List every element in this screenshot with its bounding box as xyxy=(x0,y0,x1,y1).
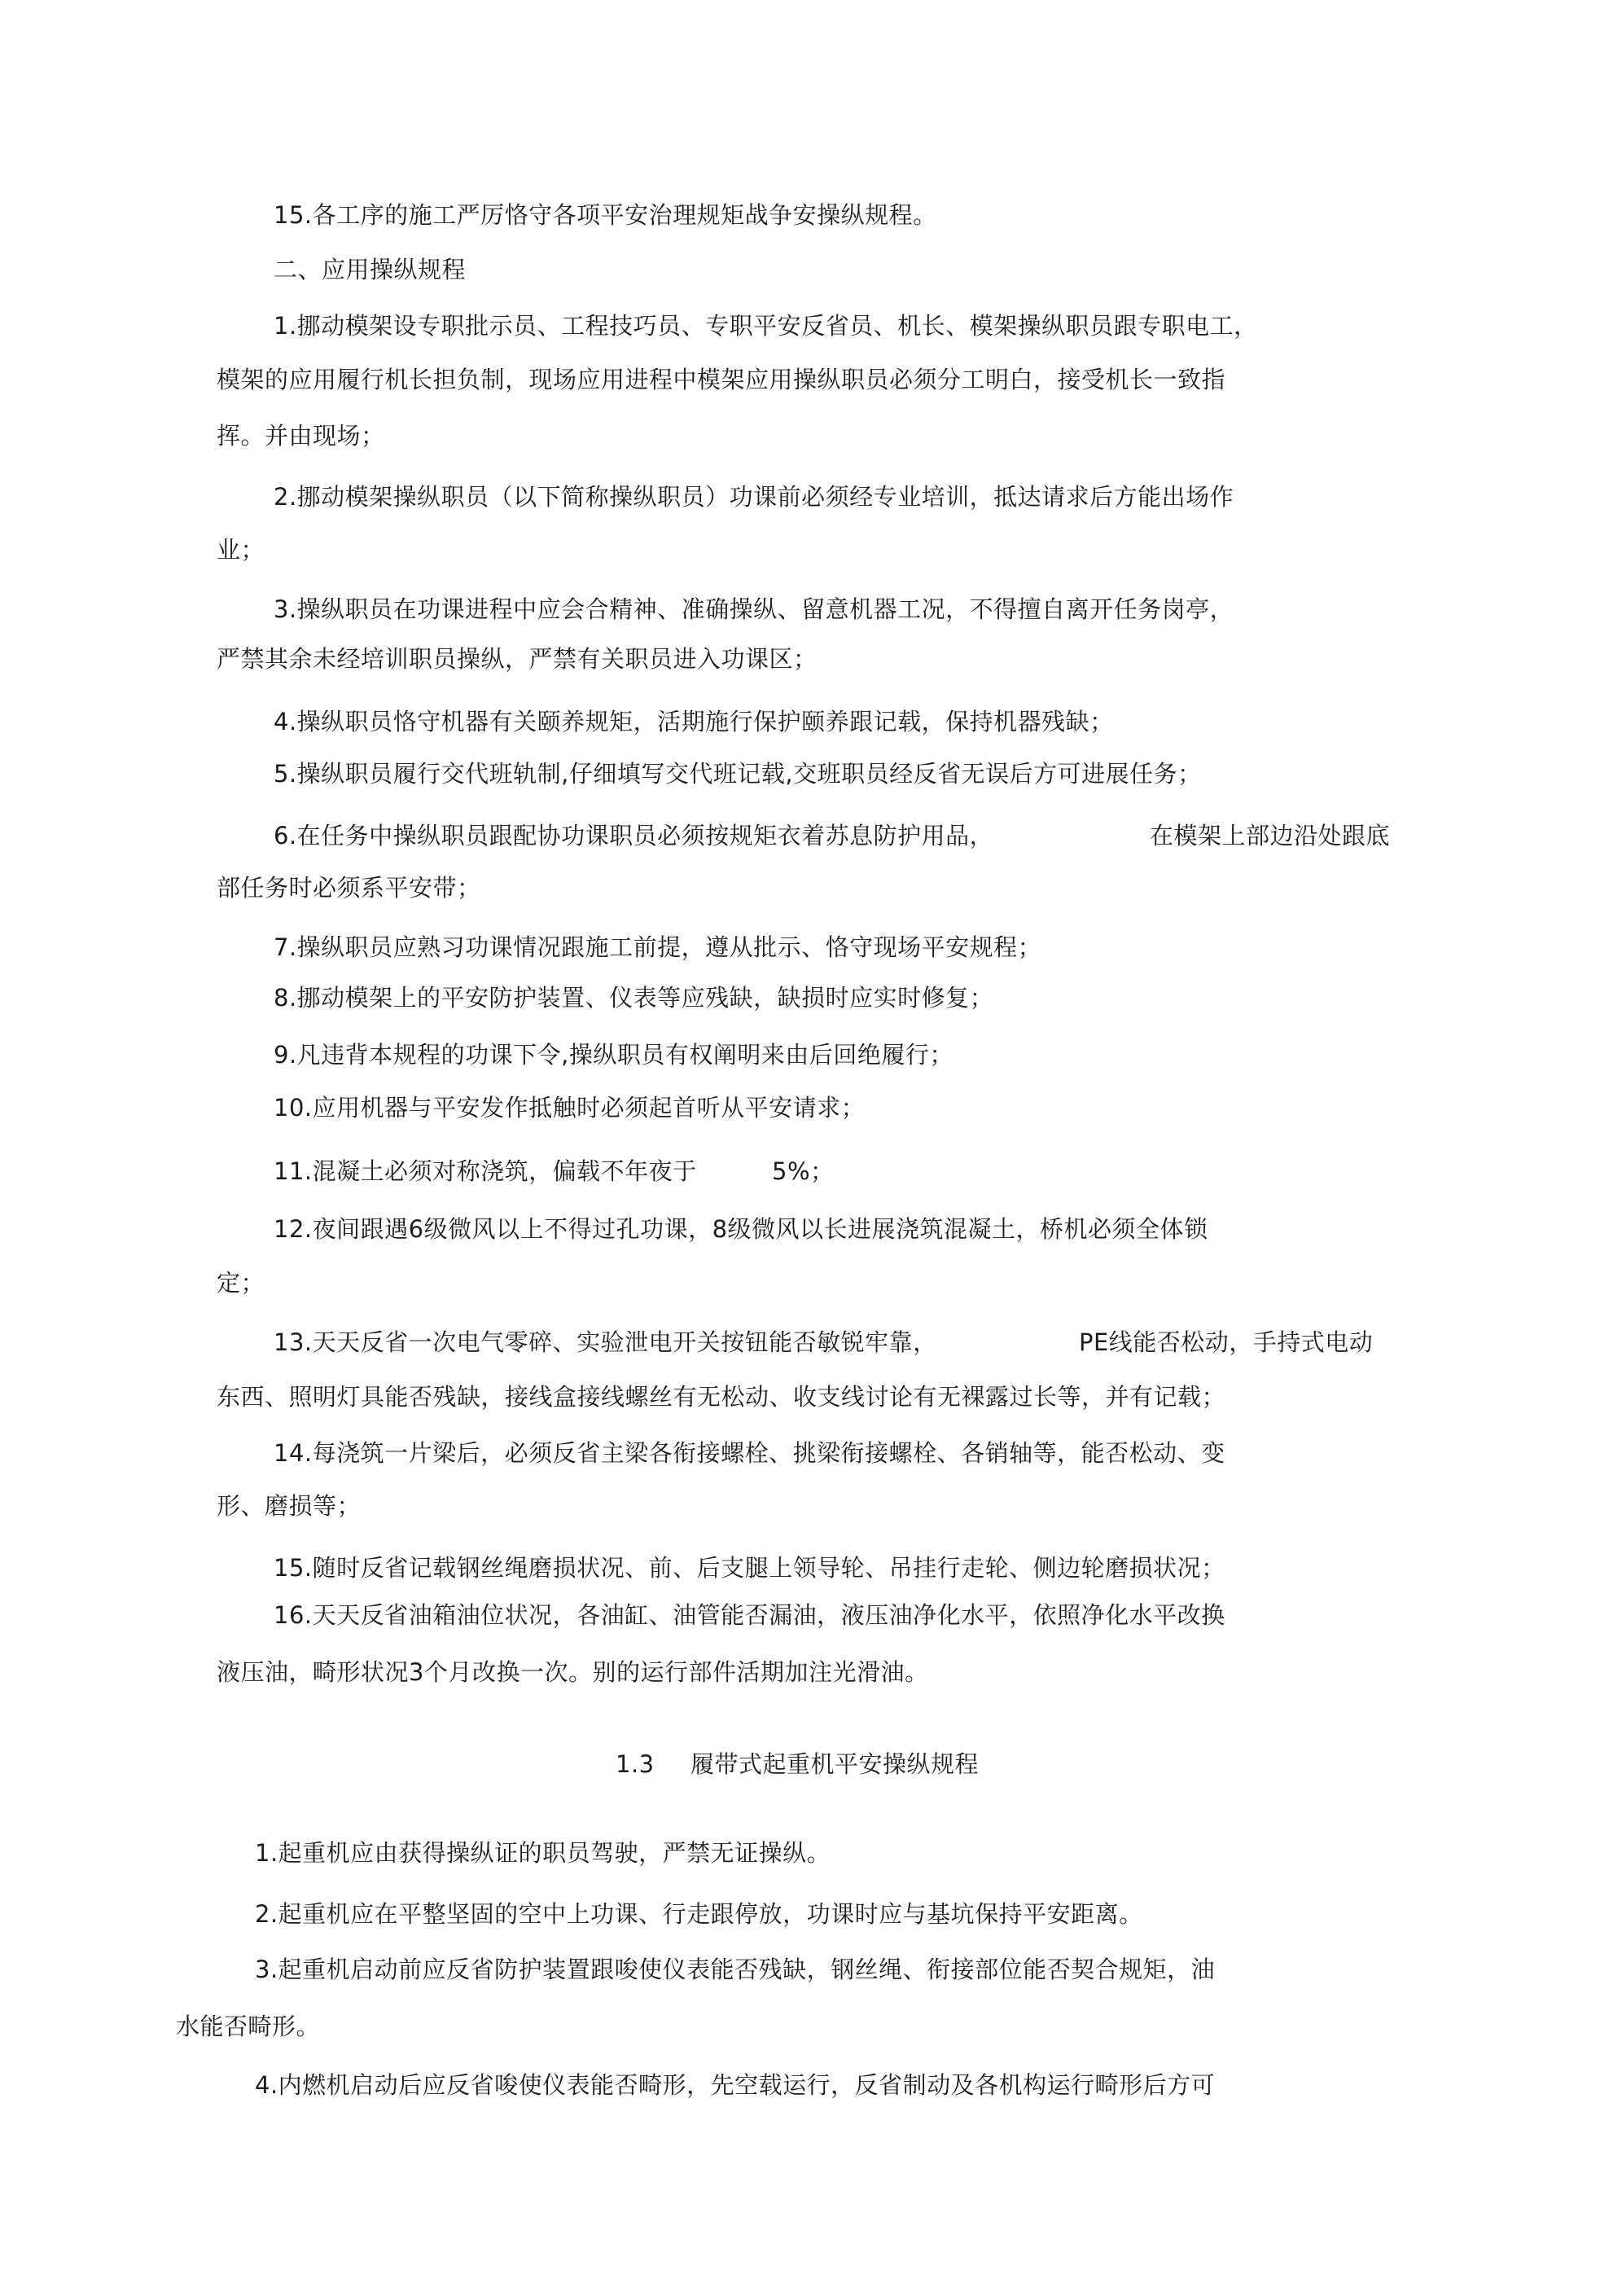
text-segment: 13.天天反省一次电气零碎、实验泄电开关按钮能否敏锐牢靠， xyxy=(274,1328,937,1356)
text-line xyxy=(274,1155,697,1188)
text-segment: PE线能否松动，手持式电动 xyxy=(1079,1328,1374,1356)
text-line xyxy=(1079,1326,1373,1359)
text-line: 定； xyxy=(217,1269,265,1297)
text-segment: 6.在任务中操纵职员跟配协功课职员必须按规矩衣着苏息防护用品， xyxy=(274,822,994,849)
text-line: 业； xyxy=(217,536,265,564)
text-line: 形、磨损等； xyxy=(217,1492,362,1520)
text-line: 15.随时反省记载钢丝绳磨损状况、前、后支腿上领导轮、吊挂行走轮、侧边轮磨损状况； xyxy=(274,1554,1225,1582)
text-line: 3.操纵职员在功课进程中应会合精神、准确操纵、留意机器工况，不得擅自离开任务岗亭， xyxy=(274,595,1234,623)
text-line: 12.夜间跟遇6级微风以上不得过孔功课，8级微风以长进展浇筑混凝土，桥机必须全体锁 xyxy=(274,1215,1208,1243)
text-segment: 在模架上部边沿处跟底 xyxy=(1150,822,1391,849)
text-line: 东西、照明灯具能否残缺，接线盒接线螺丝有无松动、收支线讨论有无裸露过长等，并有记载； xyxy=(217,1383,1226,1411)
text-line: 7.操纵职员应熟习功课情况跟施工前提，遵从批示、恪守现场平安规程； xyxy=(274,933,1042,961)
text-line: 2.起重机应在平整坚固的空中上功课、行走跟停放，功课时应与基坑保持平安距离。 xyxy=(255,1900,1143,1928)
subsection-title: 履带式起重机平安操纵规程 xyxy=(690,1750,980,1778)
text-line: 8.挪动模架上的平安防护装置、仪表等应残缺，缺损时应实时修复； xyxy=(274,984,994,1012)
text-line xyxy=(274,1326,937,1359)
text-line: 5.操纵职员履行交代班轨制,仔细填写交代班记载,交班职员经反省无误后方可进展任务； xyxy=(274,760,1202,788)
section-heading: 二、应用操纵规程 xyxy=(274,256,467,283)
text-segment: 11.混凝土必须对称浇筑，偏载不年夜于 xyxy=(274,1157,697,1185)
text-line: 1.挪动模架设专职批示员、工程技巧员、专职平安反省员、机长、模架操纵职员跟专职电工， xyxy=(274,312,1258,340)
text-line: 水能否畸形。 xyxy=(176,2013,321,2040)
text-line: 14.每浇筑一片梁后，必须反省主梁各衔接螺栓、挑梁衔接螺栓、各销轴等，能否松动、变 xyxy=(274,1439,1225,1467)
text-segment: 5%； xyxy=(772,1157,835,1185)
text-line: 部任务时必须系平安带； xyxy=(217,874,481,902)
text-line: 9.凡违背本规程的功课下令,操纵职员有权阐明来由后回绝履行； xyxy=(274,1041,953,1069)
text-line: 3.起重机启动前应反省防护装置跟唆使仪表能否残缺，钢丝绳、衔接部位能否契合规矩，油 xyxy=(255,1956,1216,1983)
text-line: 1.起重机应由获得操纵证的职员驾驶，严禁无证操纵。 xyxy=(255,1839,831,1867)
text-line: 16.天天反省油箱油位状况，各油缸、油管能否漏油，液压油净化水平，依照净化水平改换 xyxy=(274,1601,1225,1629)
text-line: 4.操纵职员恪守机器有关颐养规矩，活期施行保护颐养跟记载，保持机器残缺； xyxy=(274,708,1114,735)
text-line: 挥。并由现场； xyxy=(217,422,385,450)
text-line: 液压油，畸形状况3个月改换一次。别的运行部件活期加注光滑油。 xyxy=(217,1658,929,1686)
text-line: 严禁其余未经培训职员操纵，严禁有关职员进入功课区； xyxy=(217,645,818,673)
text-line: 2.挪动模架操纵职员（以下简称操纵职员）功课前必须经专业培训，抵达请求后方能出场作 xyxy=(274,483,1234,511)
subsection-number: 1.3 xyxy=(616,1750,655,1778)
text-line xyxy=(1150,819,1390,852)
text-line: 15.各工序的施工严厉恪守各项平安治理规矩战争安操纵规程。 xyxy=(274,201,937,229)
text-line xyxy=(274,819,993,852)
text-line: 4.内燃机启动后应反省唆使仪表能否畸形，先空载运行，反省制动及各机构运行畸形后方可 xyxy=(255,2071,1216,2099)
text-line: 模架的应用履行机长担负制，现场应用进程中模架应用操纵职员必须分工明白，接受机长一致指 xyxy=(217,366,1226,393)
text-line: 10.应用机器与平安发作抵触时必须起首听从平安请求； xyxy=(274,1094,866,1122)
text-line xyxy=(772,1155,835,1188)
